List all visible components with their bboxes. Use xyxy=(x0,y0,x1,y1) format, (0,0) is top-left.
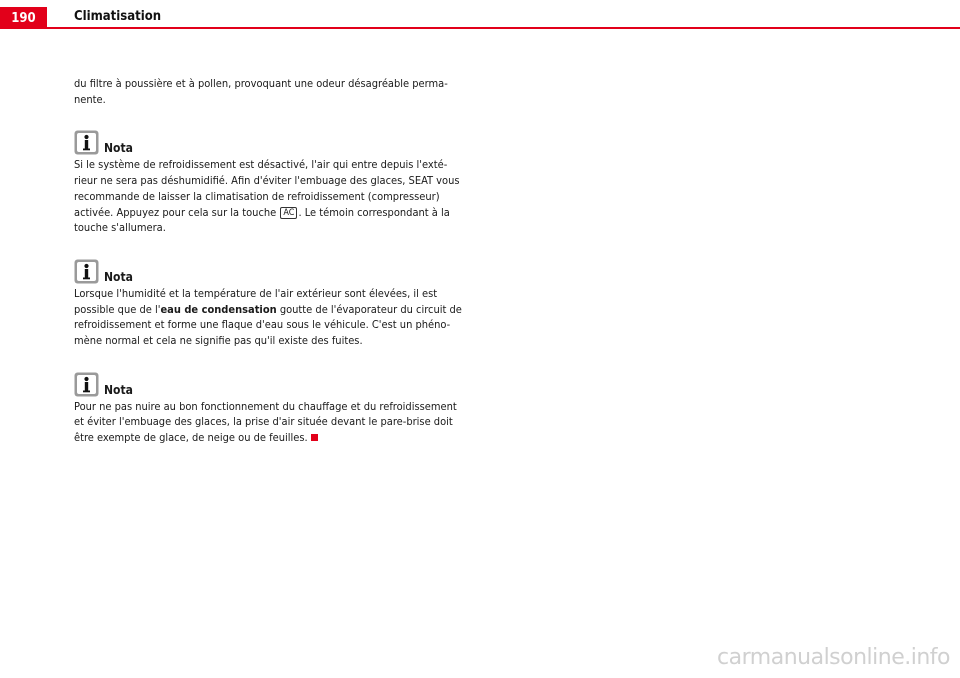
note-label: Nota xyxy=(104,141,133,156)
note-text: Si le système de refroidissement est désactivé, l'air qui entre depuis l'exté-rieur ne sera pas déshumidifié. Afin d'éviter l'embuage des glaces, SEAT vous recommande de laisser la climatisation de refroidissement (compresseur) activée. Appuyez pour cela sur la touche AC . Le témoin correspondant à la touche s'allumera. xyxy=(74,158,460,235)
intro-paragraph: du filtre à poussière et à pollen, provoquant une odeur désagréable perma-nente. xyxy=(74,77,448,106)
info-note-icon xyxy=(74,259,99,284)
note-block-3 xyxy=(74,371,468,446)
section-end-icon xyxy=(311,434,318,441)
note-text: Pour ne pas nuire au bon fonctionnement du chauffage et du refroidissement et éviter l'embuage des glaces, la prise d'air située devant le pare-brise doit être exempte de glace, de neige ou de feuilles. xyxy=(74,399,457,445)
page-number: 190 xyxy=(0,7,47,29)
info-note-icon xyxy=(74,130,99,155)
note-heading xyxy=(74,258,468,284)
watermark: carmanualsonline.info xyxy=(717,645,950,670)
note-block-2 xyxy=(74,258,468,349)
note-block-1 xyxy=(74,129,468,236)
page-header xyxy=(0,0,960,30)
header-rule xyxy=(0,27,960,29)
chapter-title: Climatisation xyxy=(74,9,162,24)
note-label: Nota xyxy=(104,382,133,397)
note-text: Lorsque l'humidité et la température de l'air extérieur sont élevées, il est possible que de l'eau de condensation goutte de l'évaporateur du circuit de refroidissement et forme une flaque d'eau sous le véhicule. C'est un phéno-mène normal et cela ne signifie pas qu'il existe des fuites. xyxy=(74,286,462,348)
note-heading xyxy=(74,129,468,155)
note-heading xyxy=(74,371,468,397)
main-content xyxy=(74,76,468,446)
note-label: Nota xyxy=(104,269,133,284)
ac-key-label: AC xyxy=(280,207,297,219)
info-note-icon xyxy=(74,372,99,397)
bold-term: eau de condensation xyxy=(160,302,277,316)
